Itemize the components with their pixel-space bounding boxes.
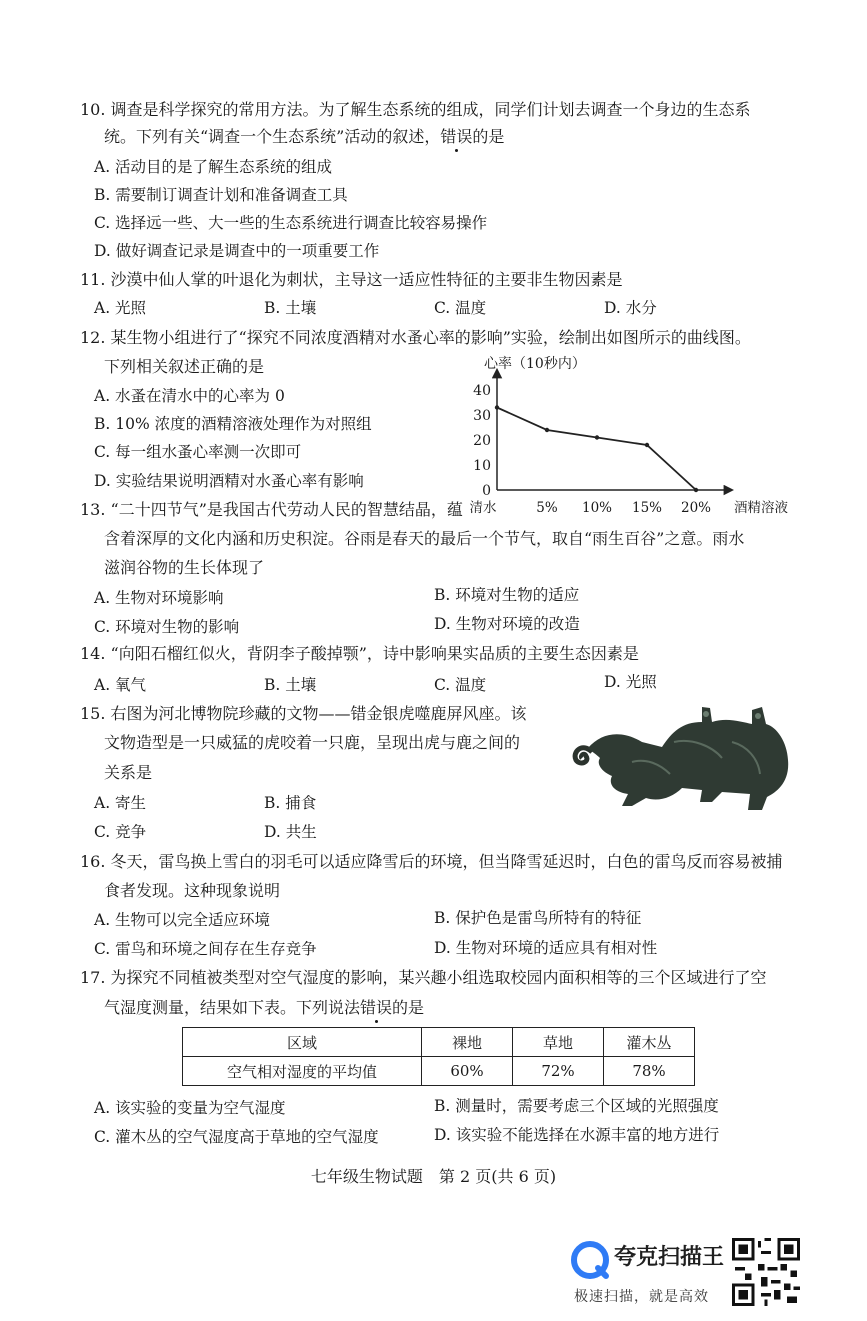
q16-stem-line1: 16. 冬天，雷鸟换上雪白的羽毛可以适应降雪后的环境，但当降雪延迟时，白色的雷鸟反而容易被捕	[80, 852, 783, 871]
q11-option-d: D. 水分	[604, 299, 657, 317]
q17-stem-end: 的是	[392, 998, 425, 1017]
q17-option-b: B. 测量时，需要考虑三个区域的光照强度	[434, 1097, 719, 1115]
q15-stem-line1: 15. 右图为河北博物院珍藏的文物——错金银虎噬鹿屏风座。该	[80, 704, 527, 723]
q15-option-b: B. 捕食	[264, 794, 317, 812]
series-line	[497, 408, 696, 491]
q14-option-c: C. 温度	[434, 676, 487, 694]
data-point	[595, 435, 599, 439]
heart-rate-chart	[440, 350, 820, 520]
q15-option-a: A. 寄生	[94, 794, 147, 812]
q11-option-b: B. 土壤	[264, 299, 317, 317]
q11-option-c: C. 温度	[434, 299, 487, 317]
q11-option-a: A. 光照	[94, 299, 147, 317]
q10-stem-line1: 10. 调查是科学探究的常用方法。为了解生态系统的组成，同学们计划去调查一个身边的生态系	[80, 100, 751, 119]
q15-stem-line3: 关系是	[104, 763, 153, 782]
table-header-cell: 灌木丛	[604, 1028, 695, 1057]
q16-option-b: B. 保护色是雷鸟所特有的特征	[434, 909, 642, 927]
table-header-row	[183, 1028, 695, 1057]
x-tick-label: 清水	[469, 500, 497, 516]
q10-option-b: B. 需要制订调查计划和准备调查工具	[94, 186, 348, 204]
x-tick-label: 5%	[536, 500, 558, 516]
q17-emphasis: 错误	[360, 998, 393, 1017]
table-header-cell: 区域	[183, 1028, 422, 1057]
q12-option-a: A. 水蚤在清水中的心率为 0	[94, 387, 285, 405]
q12-option-c: C. 每一组水蚤心率测一次即可	[94, 443, 302, 461]
q10-stem-line2	[104, 127, 504, 147]
q16-option-c: C. 雷鸟和环境之间存在生存竞争	[94, 940, 317, 958]
y-tick-label: 20	[473, 433, 491, 449]
q14-option-a: A. 氧气	[94, 676, 147, 694]
q13-option-d: D. 生物对环境的改造	[434, 615, 580, 633]
data-point	[495, 405, 499, 409]
q10-stem-end: 的是	[472, 127, 505, 146]
brand-slogan: 极速扫描，就是高效	[574, 1289, 709, 1305]
qr-code	[732, 1238, 800, 1306]
q15-stem-line2: 文物造型是一只威猛的虎咬着一只鹿，呈现出虎与鹿之间的	[104, 733, 521, 752]
q15-option-d: D. 共生	[264, 823, 317, 841]
table-header-cell: 草地	[513, 1028, 604, 1057]
y-tick-label: 10	[473, 458, 491, 474]
q13-stem-line3: 滋润谷物的生长体现了	[104, 558, 265, 577]
q10-option-d: D. 做好调查记录是调查中的一项重要工作	[94, 242, 380, 260]
quark-logo-icon	[570, 1240, 610, 1280]
y-tick-label: 0	[482, 483, 491, 499]
q11-stem: 11. 沙漠中仙人掌的叶退化为刺状，主导这一适应性特征的主要非生物因素是	[80, 270, 623, 289]
q17-option-d: D. 该实验不能选择在水源丰富的地方进行	[434, 1126, 720, 1144]
y-axis-label: 心率（10秒内）	[484, 356, 586, 372]
q13-stem-line2: 含着深厚的文化内涵和历史积淀。谷雨是春天的最后一个节气，取自“雨生百谷”之意。雨水	[104, 529, 745, 548]
tiger-deer-artifact-image	[562, 702, 802, 812]
q10-stem-text: 统。下列有关“调查一个生态系统”活动的叙述，	[104, 127, 441, 146]
x-tick-label: 20%	[680, 500, 712, 516]
data-point	[645, 443, 649, 447]
y-tick-label: 40	[473, 383, 491, 399]
q17-stem-line2	[104, 998, 424, 1018]
data-point	[694, 488, 698, 492]
x-tick-label: 10%	[581, 500, 613, 516]
table-cell: 72%	[513, 1057, 604, 1086]
q12-stem-line1: 12. 某生物小组进行了“探究不同浓度酒精对水蚤心率的影响”实验，绘制出如图所示的曲线图。	[80, 328, 751, 347]
page-footer: 七年级生物试题 第 2 页(共 6 页)	[310, 1167, 557, 1186]
q16-option-a: A. 生物可以完全适应环境	[94, 911, 271, 929]
x-tick-label: 15%	[631, 500, 663, 516]
q10-option-c: C. 选择远一些、大一些的生态系统进行调查比较容易操作	[94, 214, 488, 232]
q17-stem-line1: 17. 为探究不同植被类型对空气湿度的影响，某兴趣小组选取校园内面积相等的三个区域进行了空	[80, 968, 767, 987]
table-row	[183, 1057, 695, 1086]
q10-option-a: A. 活动目的是了解生态系统的组成	[94, 158, 333, 176]
q17-option-a: A. 该实验的变量为空气湿度	[94, 1099, 286, 1117]
humidity-table	[182, 1027, 695, 1086]
table-header-cell: 裸地	[422, 1028, 513, 1057]
q12-stem-line2: 下列相关叙述正确的是	[104, 357, 265, 376]
q13-stem-line1: 13. “二十四节气”是我国古代劳动人民的智慧结晶，蕴	[80, 500, 463, 519]
q12-option-b: B. 10% 浓度的酒精溶液处理作为对照组	[94, 415, 372, 433]
q13-option-b: B. 环境对生物的适应	[434, 586, 580, 604]
q10-emphasis: 错误	[440, 127, 473, 146]
q13-option-c: C. 环境对生物的影响	[94, 618, 240, 636]
brand-name: 夸克扫描王	[614, 1245, 725, 1270]
table-cell: 60%	[422, 1057, 513, 1086]
q16-stem-line2: 食者发现。这种现象说明	[104, 881, 281, 900]
q14-stem: 14. “向阳石榴红似火，背阴李子酸掉颚”，诗中影响果实品质的主要生态因素是	[80, 644, 639, 663]
q16-option-d: D. 生物对环境的适应具有相对性	[434, 939, 658, 957]
q17-option-c: C. 灌木丛的空气湿度高于草地的空气湿度	[94, 1128, 379, 1146]
q14-option-b: B. 土壤	[264, 676, 317, 694]
x-axis-label: 酒精溶液	[734, 500, 788, 516]
q12-option-d: D. 实验结果说明酒精对水蚤心率有影响	[94, 472, 364, 490]
q14-option-d: D. 光照	[604, 673, 657, 691]
data-point	[545, 428, 549, 432]
q15-option-c: C. 竞争	[94, 823, 147, 841]
q13-option-a: A. 生物对环境影响	[94, 589, 224, 607]
y-tick-label: 30	[473, 408, 491, 424]
q17-stem-text: 气湿度测量，结果如下表。下列说法	[104, 998, 361, 1017]
table-cell: 78%	[604, 1057, 695, 1086]
table-row-label: 空气相对湿度的平均值	[183, 1057, 422, 1086]
